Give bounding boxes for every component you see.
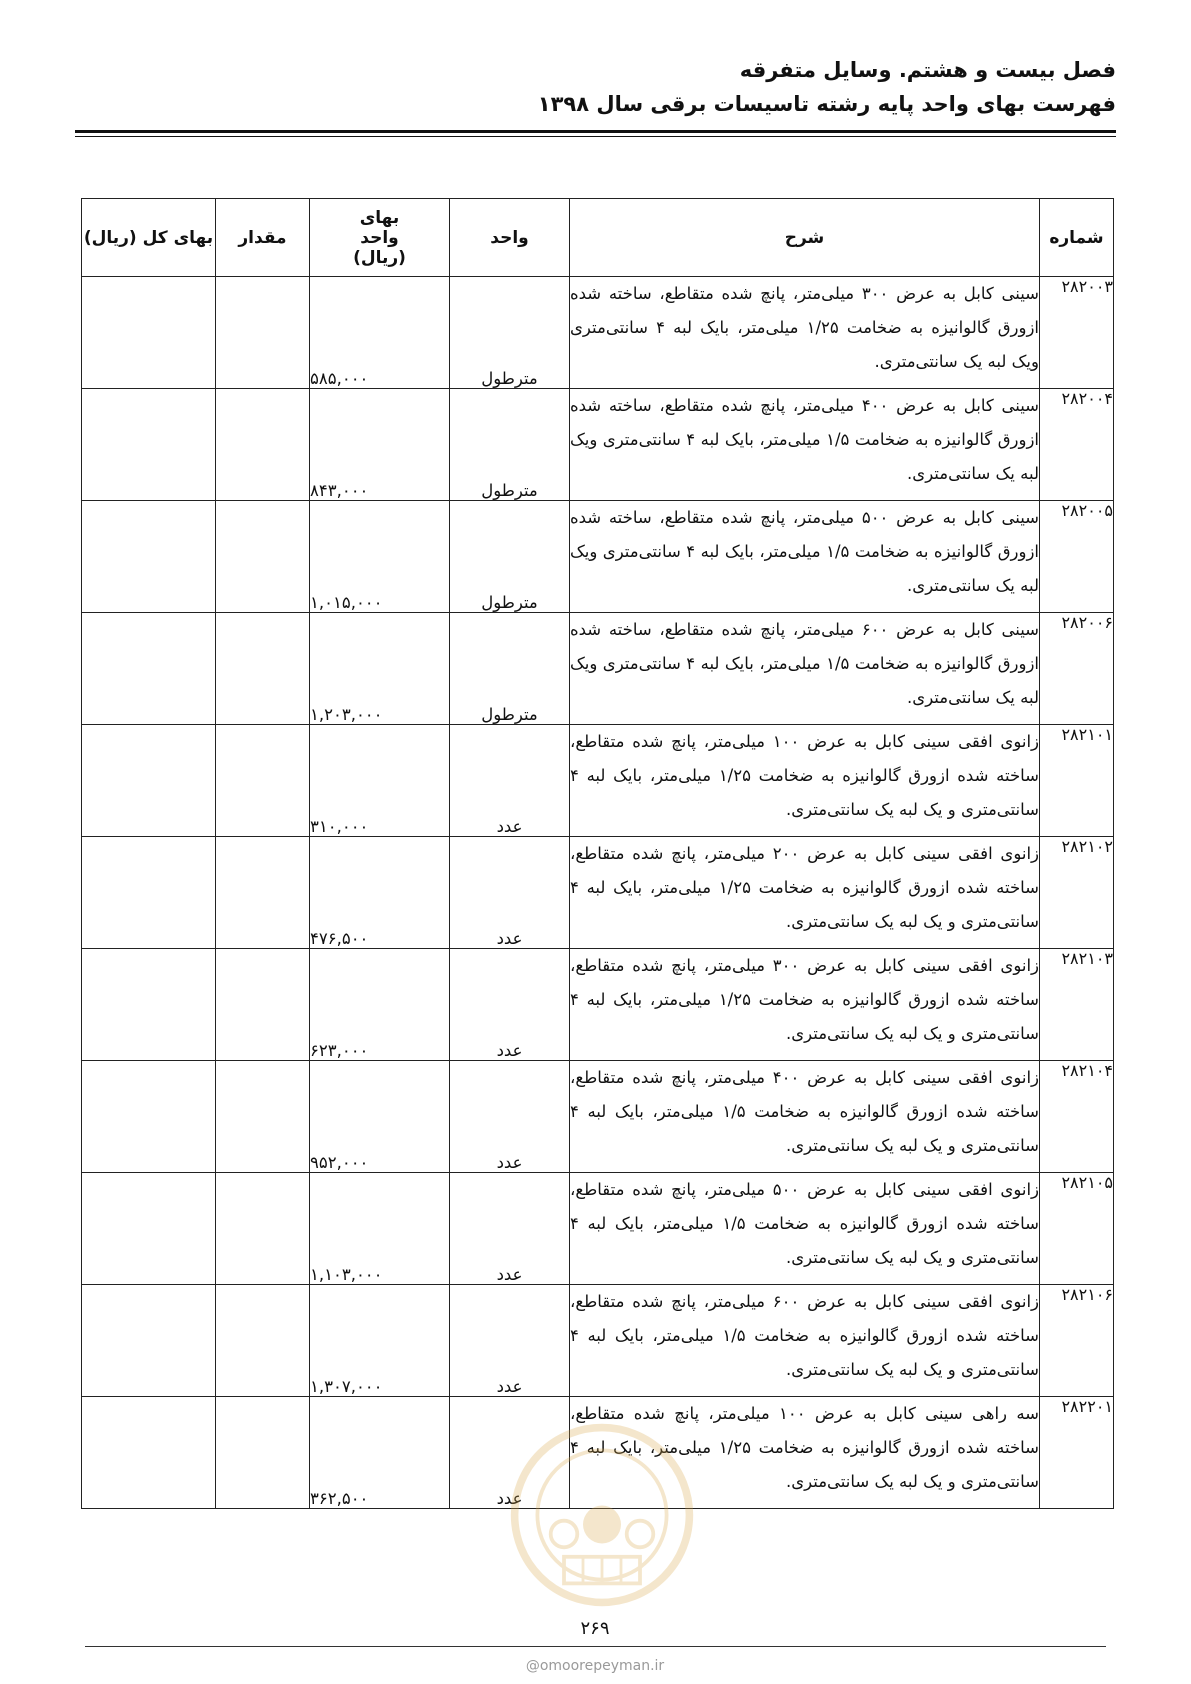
row-description: سه راهی سینی کابل به عرض ۱۰۰ میلی‌متر، پانچ شده متقاطع، ساخته شده ازورق گالوانیزه به ضخامت ۱/۲۵ میلی‌متر، بایک لبه ۴ سانتی‌متری و یک لبه یک سانتی‌متری. — [570, 1397, 1040, 1509]
row-total-price — [82, 1173, 216, 1285]
row-unit: مترطول — [450, 389, 570, 501]
row-unit-price: ۹۵۲,۰۰۰ — [310, 1061, 450, 1173]
row-unit-price: ۴۷۶,۵۰۰ — [310, 837, 450, 949]
row-description: زانوی افقی سینی کابل به عرض ۱۰۰ میلی‌متر، پانچ شده متقاطع، ساخته شده ازورق گالوانیزه به ضخامت ۱/۲۵ میلی‌متر، بایک لبه ۴ سانتی‌متری و یک لبه یک سانتی‌متری. — [570, 725, 1040, 837]
table-row — [82, 389, 1114, 501]
row-number: ۲۸۲۱۰۱ — [1040, 725, 1114, 837]
row-description: سینی کابل به عرض ۴۰۰ میلی‌متر، پانچ شده متقاطع، ساخته شده ازورق گالوانیزه به ضخامت ۱/۵ میلی‌متر، بایک لبه ۴ سانتی‌متری ویک لبه یک سانتی‌متری. — [570, 389, 1040, 501]
row-unit-price: ۱,۲۰۳,۰۰۰ — [310, 613, 450, 725]
row-unit: عدد — [450, 1173, 570, 1285]
row-unit-price: ۶۲۳,۰۰۰ — [310, 949, 450, 1061]
row-unit-price: ۱,۳۰۷,۰۰۰ — [310, 1285, 450, 1397]
row-unit-price: ۱,۱۰۳,۰۰۰ — [310, 1173, 450, 1285]
row-unit-price: ۸۴۳,۰۰۰ — [310, 389, 450, 501]
row-total-price — [82, 1061, 216, 1173]
table-row — [82, 613, 1114, 725]
row-quantity — [216, 1173, 310, 1285]
row-number: ۲۸۲۱۰۴ — [1040, 1061, 1114, 1173]
table-row — [82, 501, 1114, 613]
row-quantity — [216, 837, 310, 949]
row-number: ۲۸۲۰۰۳ — [1040, 277, 1114, 389]
row-description: زانوی افقی سینی کابل به عرض ۵۰۰ میلی‌متر، پانچ شده متقاطع، ساخته شده ازورق گالوانیزه به ضخامت ۱/۵ میلی‌متر، بایک لبه ۴ سانتی‌متری و یک لبه یک سانتی‌متری. — [570, 1173, 1040, 1285]
row-number: ۲۸۲۰۰۵ — [1040, 501, 1114, 613]
row-description: زانوی افقی سینی کابل به عرض ۴۰۰ میلی‌متر، پانچ شده متقاطع، ساخته شده ازورق گالوانیزه به ضخامت ۱/۵ میلی‌متر، بایک لبه ۴ سانتی‌متری و یک لبه یک سانتی‌متری. — [570, 1061, 1040, 1173]
row-total-price — [82, 725, 216, 837]
row-unit: عدد — [450, 837, 570, 949]
row-number: ۲۸۲۱۰۲ — [1040, 837, 1114, 949]
row-unit-price: ۳۶۲,۵۰۰ — [310, 1397, 450, 1509]
table-row — [82, 277, 1114, 389]
chapter-title: فصل بیست و هشتم. وسایل متفرقه — [739, 58, 1116, 82]
row-total-price — [82, 837, 216, 949]
price-list-title: فهرست بهای واحد پایه رشته تاسیسات برقی سال ۱۳۹۸ — [537, 92, 1116, 116]
row-description: زانوی افقی سینی کابل به عرض ۳۰۰ میلی‌متر، پانچ شده متقاطع، ساخته شده ازورق گالوانیزه به ضخامت ۱/۲۵ میلی‌متر، بایک لبه ۴ سانتی‌متری و یک لبه یک سانتی‌متری. — [570, 949, 1040, 1061]
header-unit-price: بهای واحد (ریال) — [310, 199, 450, 277]
row-unit: مترطول — [450, 277, 570, 389]
row-unit-price: ۵۸۵,۰۰۰ — [310, 277, 450, 389]
row-description: سینی کابل به عرض ۳۰۰ میلی‌متر، پانچ شده متقاطع، ساخته شده ازورق گالوانیزه به ضخامت ۱/۲۵ میلی‌متر، بایک لبه ۴ سانتی‌متری ویک لبه یک سانتی‌متری. — [570, 277, 1040, 389]
row-quantity — [216, 1285, 310, 1397]
table-row — [82, 1061, 1114, 1173]
row-unit: عدد — [450, 1397, 570, 1509]
header-rule-thick — [75, 130, 1116, 133]
header-number: شماره — [1040, 199, 1114, 277]
row-quantity — [216, 501, 310, 613]
header-description: شرح — [570, 199, 1040, 277]
row-quantity — [216, 1397, 310, 1509]
row-unit-price: ۱,۰۱۵,۰۰۰ — [310, 501, 450, 613]
footer-rule — [85, 1646, 1106, 1647]
row-quantity — [216, 725, 310, 837]
row-unit: عدد — [450, 949, 570, 1061]
row-unit: مترطول — [450, 501, 570, 613]
header-total-price: بهای کل (ریال) — [82, 199, 216, 277]
row-quantity — [216, 613, 310, 725]
header-quantity: مقدار — [216, 199, 310, 277]
row-total-price — [82, 501, 216, 613]
watermark-seal-icon — [507, 1420, 697, 1610]
row-number: ۲۸۲۱۰۶ — [1040, 1285, 1114, 1397]
row-unit: مترطول — [450, 613, 570, 725]
header-rule-thin — [75, 136, 1116, 137]
row-number: ۲۸۲۰۰۶ — [1040, 613, 1114, 725]
row-total-price — [82, 389, 216, 501]
row-description: سینی کابل به عرض ۵۰۰ میلی‌متر، پانچ شده متقاطع، ساخته شده ازورق گالوانیزه به ضخامت ۱/۵ میلی‌متر، بایک لبه ۴ سانتی‌متری ویک لبه یک سانتی‌متری. — [570, 501, 1040, 613]
row-unit: عدد — [450, 1061, 570, 1173]
table-row — [82, 1173, 1114, 1285]
row-unit-price: ۳۱۰,۰۰۰ — [310, 725, 450, 837]
table-row — [82, 837, 1114, 949]
row-total-price — [82, 613, 216, 725]
table-header-row — [82, 199, 1114, 277]
table-row — [82, 725, 1114, 837]
row-number: ۲۸۲۲۰۱ — [1040, 1397, 1114, 1509]
header-unit: واحد — [450, 199, 570, 277]
row-number: ۲۸۲۰۰۴ — [1040, 389, 1114, 501]
row-quantity — [216, 389, 310, 501]
row-total-price — [82, 949, 216, 1061]
row-total-price — [82, 1397, 216, 1509]
row-quantity — [216, 949, 310, 1061]
row-number: ۲۸۲۱۰۳ — [1040, 949, 1114, 1061]
row-total-price — [82, 1285, 216, 1397]
row-description: زانوی افقی سینی کابل به عرض ۲۰۰ میلی‌متر، پانچ شده متقاطع، ساخته شده ازورق گالوانیزه به ضخامت ۱/۲۵ میلی‌متر، بایک لبه ۴ سانتی‌متری و یک لبه یک سانتی‌متری. — [570, 837, 1040, 949]
row-total-price — [82, 277, 216, 389]
row-number: ۲۸۲۱۰۵ — [1040, 1173, 1114, 1285]
row-description: سینی کابل به عرض ۶۰۰ میلی‌متر، پانچ شده متقاطع، ساخته شده ازورق گالوانیزه به ضخامت ۱/۵ میلی‌متر، بایک لبه ۴ سانتی‌متری ویک لبه یک سانتی‌متری. — [570, 613, 1040, 725]
website-credit: @omoorepeyman.ir — [525, 1658, 665, 1674]
page-number: ۲۶۹ — [580, 1618, 610, 1639]
row-unit: عدد — [450, 1285, 570, 1397]
table-row — [82, 1285, 1114, 1397]
row-unit: عدد — [450, 725, 570, 837]
row-quantity — [216, 277, 310, 389]
table-row — [82, 949, 1114, 1061]
row-quantity — [216, 1061, 310, 1173]
price-table — [81, 198, 1114, 1509]
row-description: زانوی افقی سینی کابل به عرض ۶۰۰ میلی‌متر، پانچ شده متقاطع، ساخته شده ازورق گالوانیزه به ضخامت ۱/۵ میلی‌متر، بایک لبه ۴ سانتی‌متری و یک لبه یک سانتی‌متری. — [570, 1285, 1040, 1397]
